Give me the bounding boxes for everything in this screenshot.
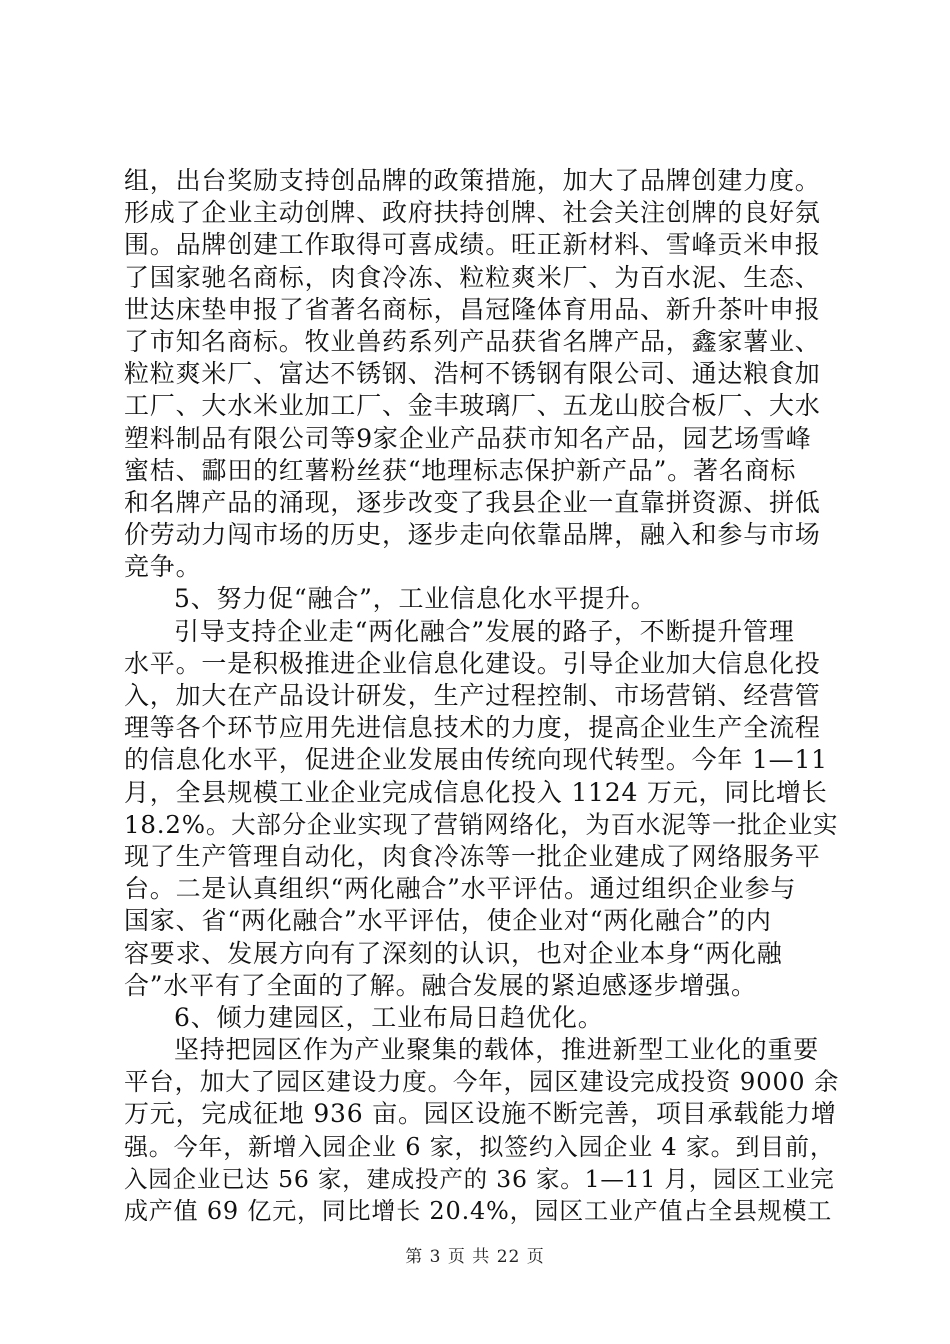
text-line: 竞争。 <box>124 552 202 582</box>
document-body <box>124 165 844 1227</box>
text-line: 围。品牌创建工作取得可喜成绩。旺正新材料、雪峰贡米申报 <box>124 230 821 260</box>
text-line: 6、倾力建园区，工业布局日趋优化。 <box>174 1002 604 1032</box>
text-line: 现了生产管理自动化，肉食冷冻等一批企业建成了网络服务平 <box>124 841 821 871</box>
text-line: 合”水平有了全面的了解。融合发展的紧迫感逐步增强。 <box>124 970 757 1000</box>
text-line: 平台，加大了园区建设力度。今年，园区建设完成投资 9000 余 <box>124 1067 840 1097</box>
text-line: 水平。一是积极推进企业信息化建设。引导企业加大信息化投 <box>124 648 821 678</box>
text-line: 蜜桔、酃田的红薯粉丝获“地理标志保护新产品”。著名商标 <box>124 455 797 485</box>
text-line: 成产值 69 亿元，同比增长 20.4%，园区工业产值占全县规模工 <box>124 1197 833 1225</box>
text-line: 国家、省“两化融合”水平评估，使企业对“两化融合”的内 <box>124 906 772 936</box>
page-footer: 第 3 页 共 22 页 <box>405 1247 545 1267</box>
text-line: 台。二是认真组织“两化融合”水平评估。通过组织企业参与 <box>124 874 797 904</box>
text-line: 和名牌产品的涌现，逐步改变了我县企业一直靠拼资源、拼低 <box>124 487 821 517</box>
text-line: 组，出台奖励支持创品牌的政策措施，加大了品牌创建力度。 <box>124 166 821 195</box>
text-line: 引导支持企业走“两化融合”发展的路子，不断提升管理 <box>174 616 795 646</box>
text-line: 月，全县规模工业企业完成信息化投入 1124 万元，同比增长 <box>124 777 828 807</box>
text-line: 坚持把园区作为产业聚集的载体，推进新型工业化的重要 <box>174 1035 820 1065</box>
text-line: 理等各个环节应用先进信息技术的力度，提高企业生产全流程 <box>124 713 821 743</box>
text-line: 价劳动力闯市场的历史，逐步走向依靠品牌，融入和参与市场 <box>124 520 821 550</box>
text-line: 容要求、发展方向有了深刻的认识，也对企业本身“两化融 <box>124 938 783 968</box>
text-line: 万元，完成征地 936 亩。园区设施不断完善，项目承载能力增 <box>124 1099 837 1129</box>
text-line: 塑料制品有限公司等9家企业产品获市知名产品，园艺场雪峰 <box>124 423 812 453</box>
text-line: 18.2%。大部分企业实现了营销网络化，为百水泥等一批企业实 <box>124 809 839 839</box>
text-line: 的信息化水平，促进企业发展由传统向现代转型。今年 1—11 <box>124 745 828 775</box>
text-line: 入，加大在产品设计研发，生产过程控制、市场营销、经营管 <box>124 681 821 710</box>
text-line: 工厂、大水米业加工厂、金丰玻璃厂、五龙山胶合板厂、大水 <box>124 391 821 421</box>
text-line: 强。今年，新增入园企业 6 家，拟签约入园企业 4 家。到目前， <box>124 1132 835 1161</box>
text-line: 粒粒爽米厂、富达不锈钢、浩柯不锈钢有限公司、通达粮食加 <box>124 359 821 389</box>
text-line: 世达床垫申报了省著名商标，昌冠隆体育用品、新升茶叶申报 <box>124 294 821 324</box>
text-line: 形成了企业主动创牌、政府扶持创牌、社会关注创牌的良好氛 <box>124 198 821 228</box>
text-line: 了国家驰名商标，肉食冷冻、粒粒爽米厂、为百水泥、生态、 <box>124 262 821 292</box>
text-line: 5、努力促“融合”，工业信息化水平提升。 <box>174 584 657 614</box>
text-line: 了市知名商标。牧业兽药系列产品获省名牌产品，鑫家薯业、 <box>124 326 821 356</box>
text-line: 入园企业已达 56 家，建成投产的 36 家。1—11 月，园区工业完 <box>124 1164 835 1193</box>
